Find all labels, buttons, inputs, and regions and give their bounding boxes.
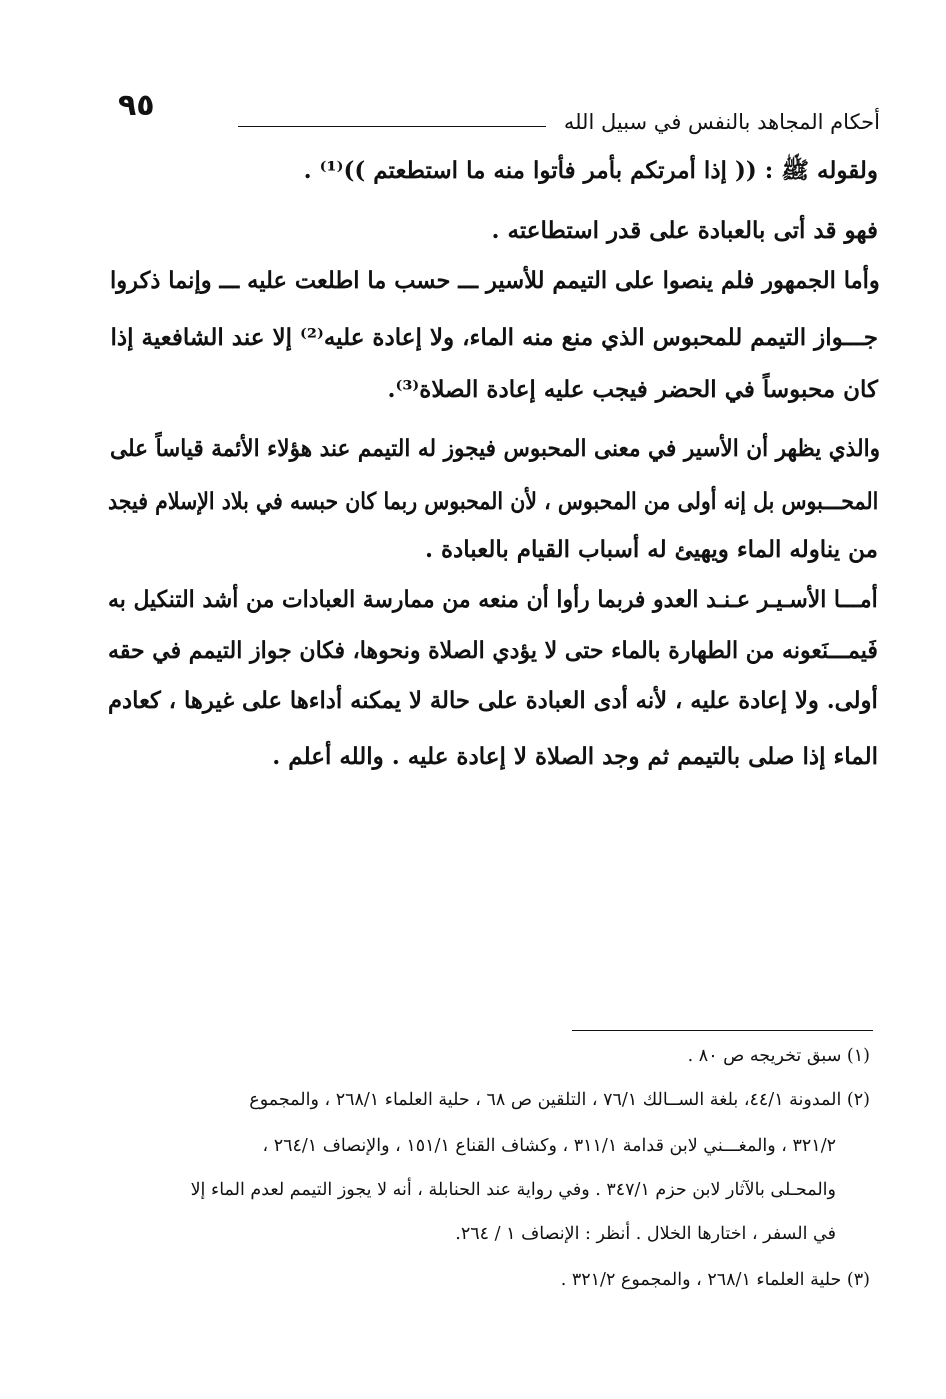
body-line: أمـــا الأسـيـر عـنـد العدو فربما رأوا أن منعه من ممارسة العبادات من أشد التنكيل به bbox=[108, 586, 878, 613]
footnote: ٣٢١/٢ ، والمغـــني لابن قدامة ٣١١/١ ، وكشاف القناع ١٥١/١ ، والإنصاف ٢٦٤/١ ، bbox=[262, 1136, 836, 1156]
footnote: (٢) المدونة ٤٤/١، بلغة الســالك ٧٦/١ ، التلقين ص ٦٨ ، حلية العلماء ٢٦٨/١ ، والمجموع bbox=[249, 1090, 870, 1110]
body-line: المحـــبوس بل إنه أولى من المحبوس ، لأن المحبوس ربما كان حبسه في بلاد الإسلام فيجد bbox=[107, 488, 878, 515]
body-line: كان محبوساً في الحضر فيجب عليه إعادة الصلاة⁽³⁾. bbox=[387, 376, 878, 403]
page-number: ٩٥ bbox=[118, 88, 155, 123]
body-line: من يناوله الماء ويهيئ له أسباب القيام بالعبادة . bbox=[424, 536, 878, 563]
footnote: والمحـلى بالآثار لابن حزم ٣٤٧/١ . وفي رواية عند الحنابلة ، أنه لا يجوز التيمم لعدم الماء إلا bbox=[190, 1180, 836, 1200]
header-rule bbox=[238, 126, 546, 127]
header-title: أحكام المجاهد بالنفس في سبيل الله bbox=[563, 110, 880, 134]
footnote-rule bbox=[572, 1030, 873, 1031]
body-line: ولقوله ﷺ : (( إذا أمرتكم بأمر فأتوا منه ما استطعتم ))⁽¹⁾ . bbox=[303, 157, 878, 184]
footnote: (٣) حلية العلماء ٢٦٨/١ ، والمجموع ٣٢١/٢ . bbox=[560, 1270, 870, 1290]
body-line: فهو قد أتى بالعبادة على قدر استطاعته . bbox=[491, 217, 878, 244]
footnote: في السفر ، اختارها الخلال . أنظر : الإنصاف ١ / ٢٦٤. bbox=[455, 1224, 836, 1244]
body-line: الماء إذا صلى بالتيمم ثم وجد الصلاة لا إعادة عليه . والله أعلم . bbox=[272, 743, 878, 770]
body-line: وأما الجمهور فلم ينصوا على التيمم للأسير ـــ حسب ما اطلعت عليه ـــ وإنما ذكروا bbox=[110, 267, 880, 294]
body-line: أولى. ولا إعادة عليه ، لأنه أدى العبادة على حالة لا يمكنه أداءها على غيرها ، كعادم bbox=[108, 687, 878, 714]
footnote: (١) سبق تخريجه ص ٨٠ . bbox=[687, 1046, 870, 1066]
body-line: والذي يظهر أن الأسير في معنى المحبوس فيجوز له التيمم عند هؤلاء الأئمة قياساً على bbox=[110, 435, 880, 462]
body-line: فَيمـــنَعونه من الطهارة بالماء حتى لا يؤدي الصلاة ونحوها، فكان جواز التيمم في حقه bbox=[108, 637, 878, 664]
body-line: جـــواز التيمم للمحبوس الذي منع منه الماء، ولا إعادة عليه⁽²⁾ إلا عند الشافعية إذا bbox=[110, 324, 878, 351]
